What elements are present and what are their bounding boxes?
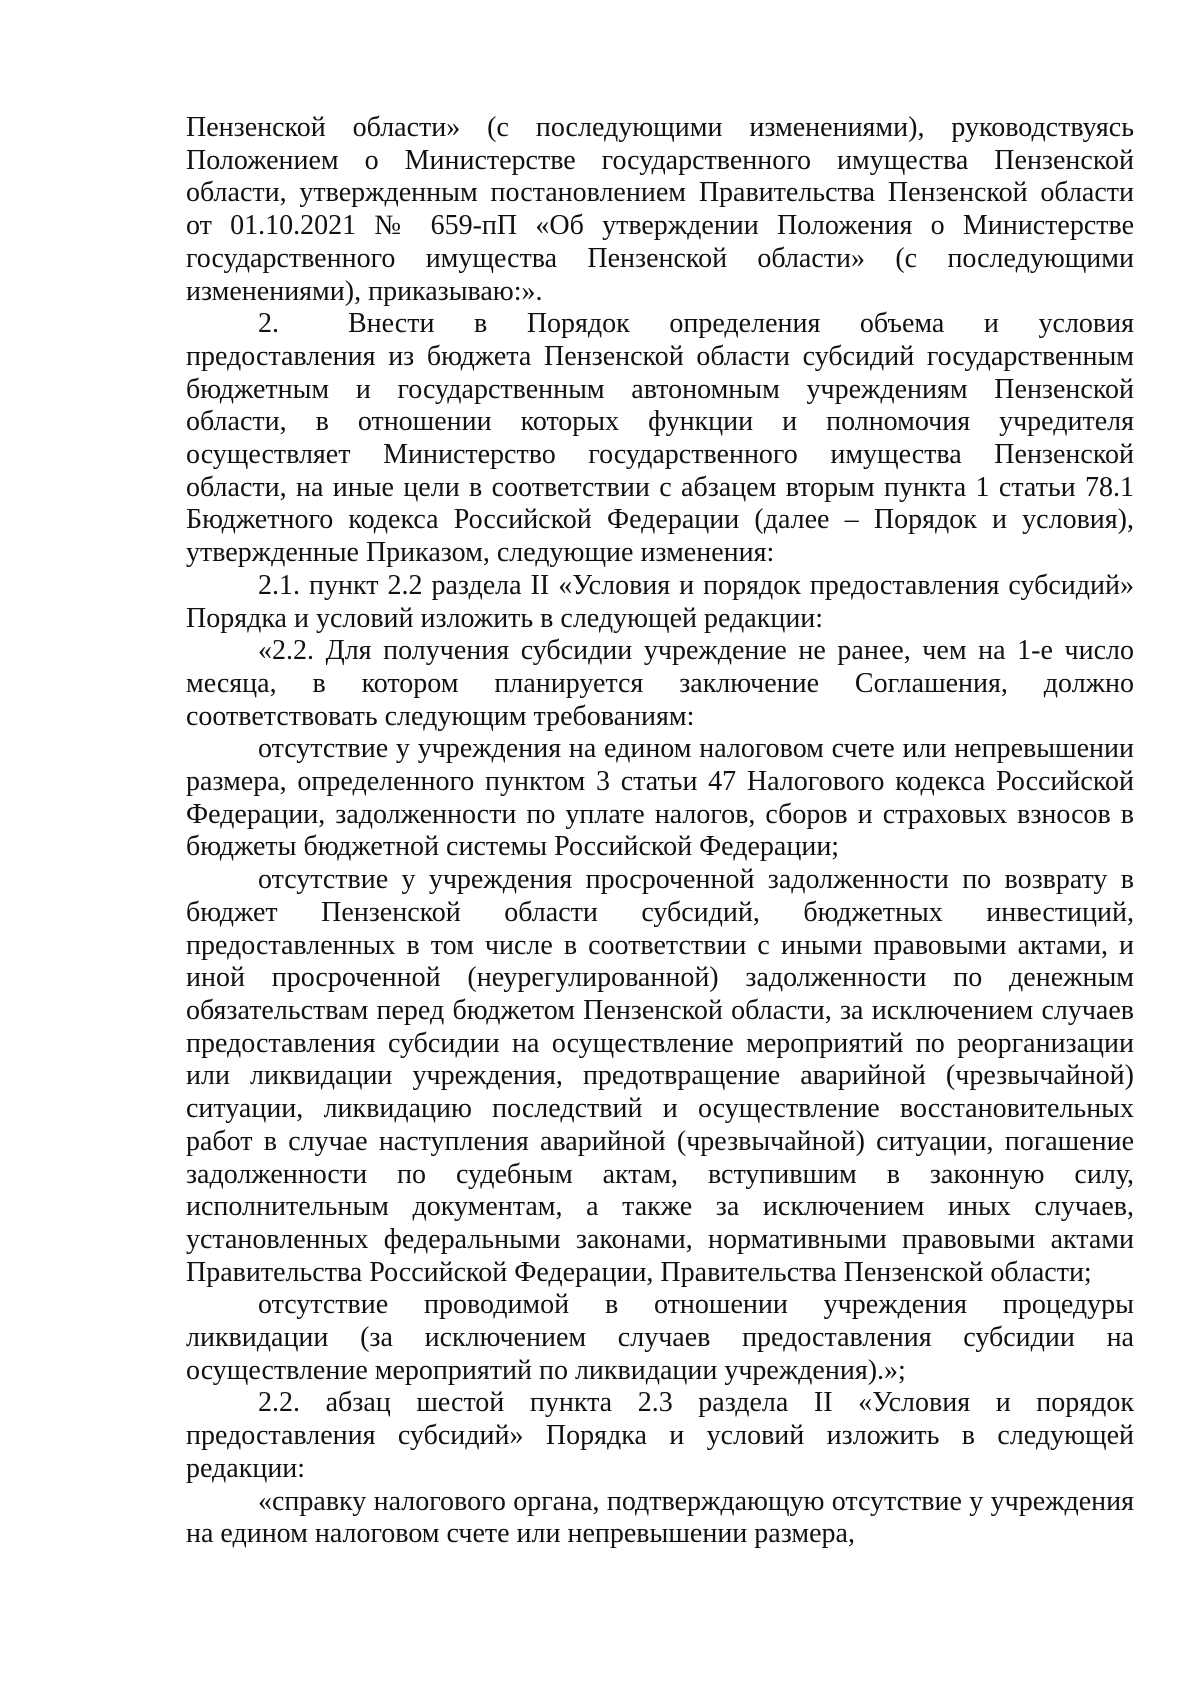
paragraph-tax-certificate: «справку налогового органа, подтверждающую отсутствие у учреждения на едином налоговом счете или непревышении размера,: [186, 1485, 1134, 1550]
paragraph-clause-2-2-quote: «2.2. Для получения субсидии учреждение не ранее, чем на 1-е число месяца, в котором планируется заключение Соглашения, должно соответствовать следующим требованиям:: [186, 635, 1134, 732]
item-number: 2.: [258, 308, 279, 340]
paragraph-subitem-2-2: 2.2. абзац шестой пункта 2.3 раздела II «Условия и порядок предоставления субсидий» Порядка и условий изложить в следующей редакции:: [186, 1387, 1134, 1484]
paragraph-requirement-debt: отсутствие у учреждения просроченной задолженности по возврату в бюджет Пензенской области субсидий, бюджетных инвестиций, предоставленных в том числе в соответствии с иными правовыми актами, и иной просроченной (неурегулированной) задолженности по денежным обязательствам перед бюджетом Пензенской области, за исключением случаев предоставления субсидии на осуществление мероприятий по реорганизации или ликвидации учреждения, предотвращение аварийной (чрезвычайной) ситуации, ликвидацию последствий и осуществление восстановительных работ в случае наступления аварийной (чрезвычайной) ситуации, погашение задолженности по судебным актам, вступившим в законную силу, исполнительным документам, а также за исключением иных случаев, установленных федеральными законами, нормативными правовыми актами Правительства Российской Федерации, Правительства Пензенской области;: [186, 864, 1134, 1288]
paragraph-requirement-liquidation: отсутствие проводимой в отношении учреждения процедуры ликвидации (за исключением случаев предоставления субсидии на осуществление мероприятий по ликвидации учреждения).»;: [186, 1289, 1134, 1386]
item-2-text: Внести в Порядок определения объема и условия предоставления из бюджета Пензенской области субсидий государственным бюджетным и государственным автономным учреждениям Пензенской области, в отношении которых функции и полномочия учредителя осуществляет Министерство государственного имущества Пензенской области, на иные цели в соответствии с абзацем вторым пункта 1 статьи 78.1 Бюджетного кодекса Российской Федерации (далее – Порядок и условия), утвержденные Приказом, следующие изменения:: [186, 308, 1134, 569]
paragraph-requirement-tax: отсутствие у учреждения на едином налоговом счете или непревышении размера, определенного пунктом 3 статьи 47 Налогового кодекса Российской Федерации, задолженности по уплате налогов, сборов и страховых взносов в бюджеты бюджетной системы Российской Федерации;: [186, 733, 1134, 863]
paragraph-subitem-2-1: 2.1. пункт 2.2 раздела II «Условия и порядок предоставления субсидий» Порядка и условий изложить в следующей редакции:: [186, 569, 1134, 634]
paragraph-item-2: [186, 308, 1134, 570]
document-page: [186, 112, 1134, 1551]
paragraph-continuation: Пензенской области» (с последующими изменениями), руководствуясь Положением о Министерстве государственного имущества Пензенской области, утвержденным постановлением Правительства Пензенской области от 01.10.2021 № 659-пП «Об утверждении Положения о Министерстве государственного имущества Пензенской области» (с последующими изменениями), приказываю:».: [186, 112, 1134, 307]
